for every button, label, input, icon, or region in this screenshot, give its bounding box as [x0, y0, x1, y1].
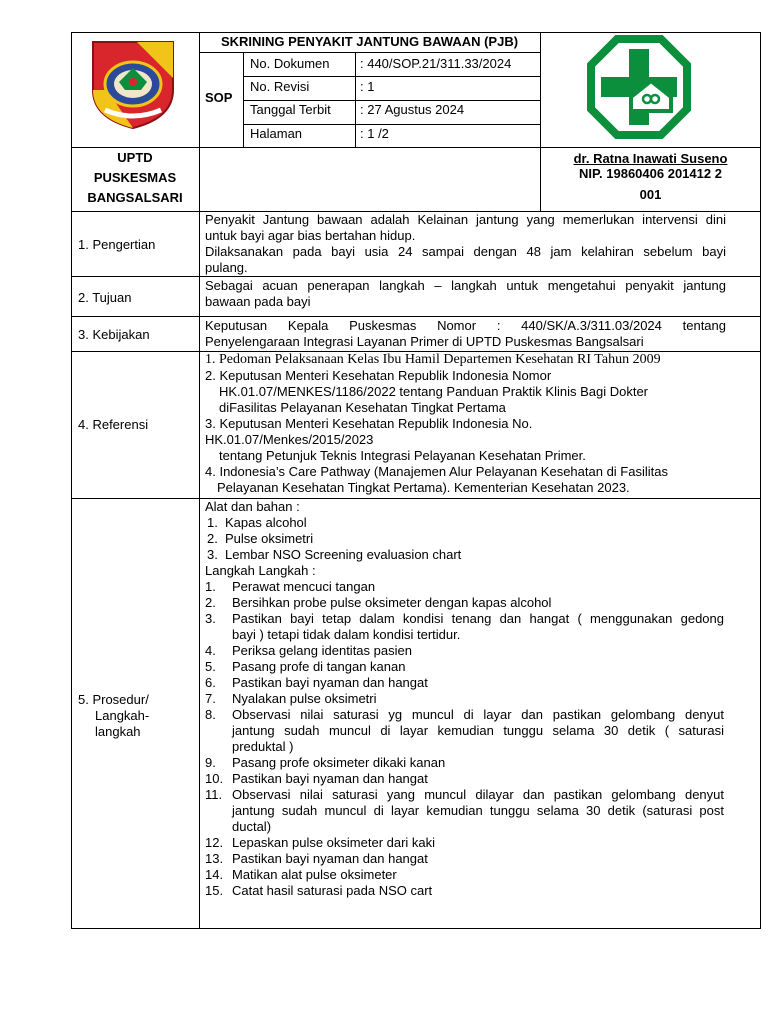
meta-value-no-revisi: : 1: [360, 79, 375, 94]
step-number: 13.: [205, 851, 224, 866]
alat-item-text: Lembar NSO Screening evaluasion chart: [225, 547, 462, 562]
step-text: Observasi nilai saturasi yg muncul di layar dan pastikan gelombang denyut: [232, 707, 724, 722]
step-item: [205, 787, 726, 803]
step-text: jantung sudah muncul di layar kemudian tunggu selama 30 detik ( saturasi: [232, 723, 724, 738]
referensi-line: 1. Pedoman Pelaksanaan Kelas Ibu Hamil Departemen Kesehatan RI Tahun 2009: [205, 352, 661, 367]
step-text: Matikan alat pulse oksimeter: [232, 867, 397, 882]
label-referensi: 4. Referensi: [78, 417, 149, 432]
step-item: [205, 867, 726, 883]
step-item: [205, 611, 726, 627]
step-number: 7.: [205, 691, 216, 706]
document-title: SKRINING PENYAKIT JANTUNG BAWAAN (PJB): [220, 34, 519, 49]
step-item: [205, 579, 726, 595]
referensi-line: 3. Keputusan Menteri Kesehatan Republik Indonesia No.: [205, 416, 533, 431]
step-text: jantung sudah muncul di layar kemudian tunggu selama 30 detik (saturasi post: [232, 803, 724, 818]
label-prosedur-line: 5. Prosedur/: [78, 692, 149, 707]
step-item: [205, 643, 726, 659]
label-tujuan: 2. Tujuan: [78, 290, 132, 305]
meta-row-line-3: [243, 124, 540, 125]
langkah-heading: Langkah Langkah :: [205, 563, 316, 578]
col-divider-right: [540, 32, 541, 212]
alat-item-number: 1.: [207, 515, 218, 530]
section-divider-2: [71, 276, 761, 277]
step-item: [205, 883, 726, 899]
puskesmas-logo-icon: [587, 35, 691, 139]
step-item: [205, 771, 726, 787]
label-prosedur: [78, 692, 149, 740]
meta-label-tanggal-terbit: Tanggal Terbit: [250, 102, 331, 117]
referensi-line: Pelayanan Kesehatan Tingkat Pertama). Kementerian Kesehatan 2023.: [217, 480, 630, 495]
pengertian-line: Penyakit Jantung bawaan adalah Kelainan jantung yang memerlukan intervensi dini: [205, 212, 726, 227]
alat-item-text: Pulse oksimetri: [225, 531, 314, 546]
step-text: Pasang profe oksimeter dikaki kanan: [232, 755, 446, 770]
step-number: 4.: [205, 643, 216, 658]
step-text: Pastikan bayi nyaman dan hangat: [232, 851, 428, 866]
title-underline: [199, 52, 540, 53]
meta-row-line-1: [243, 76, 540, 77]
step-number: 1.: [205, 579, 216, 594]
step-number: 2.: [205, 595, 216, 610]
meta-row-line-2: [243, 100, 540, 101]
referensi-line: 2. Keputusan Menteri Kesehatan Republik Indonesia Nomor: [205, 368, 552, 383]
referensi-line: tentang Petunjuk Teknis Integrasi Pelayanan Kesehatan Primer.: [219, 448, 586, 463]
alat-item-text: Kapas alcohol: [225, 515, 307, 530]
step-number: 11.: [205, 787, 223, 802]
label-kebijakan: 3. Kebijakan: [78, 327, 150, 342]
org-line-uptd: UPTD: [117, 150, 153, 165]
alat-list: [205, 515, 726, 563]
section-divider-3: [71, 316, 761, 317]
kebijakan-line: Penyelengaraan Integrasi Layanan Primer di UPTD Puskesmas Bangsalsari: [205, 334, 644, 349]
alat-item: [205, 547, 726, 563]
step-item: [205, 739, 726, 755]
step-item: [205, 723, 726, 739]
meta-label-no-dokumen: No. Dokumen: [250, 56, 330, 71]
label-prosedur-line: Langkah-: [95, 708, 150, 723]
step-item: [205, 675, 726, 691]
pengertian-line: pulang.: [205, 260, 248, 275]
meta-label-no-revisi: No. Revisi: [250, 79, 310, 94]
tujuan-line: bawaan pada bayi: [205, 294, 311, 309]
meta-value-no-dokumen: : 440/SOP.21/311.33/2024: [360, 56, 512, 71]
meta-value-tanggal-terbit: : 27 Agustus 2024: [360, 102, 465, 117]
signatory-name: dr. Ratna Inawati Suseno: [573, 151, 728, 166]
tujuan-line: Sebagai acuan penerapan langkah – langkah untuk mengetahui penyakit jantung: [205, 278, 726, 293]
content-prosedur: [205, 499, 726, 899]
content-kebijakan: [205, 318, 726, 350]
step-text: Perawat mencuci tangan: [232, 579, 376, 594]
referensi-line: HK.01.07/MENKES/1186/2022 tentang Panduan Praktik Klinis Bagi Dokter: [219, 384, 649, 399]
step-number: 6.: [205, 675, 216, 690]
step-text: Lepaskan pulse oksimeter dari kaki: [232, 835, 436, 850]
step-number: 12.: [205, 835, 224, 850]
signatory-nip-cont: 001: [639, 187, 662, 202]
step-item: [205, 835, 726, 851]
meta-label-halaman: Halaman: [250, 126, 303, 141]
col-divider-left: [199, 32, 200, 929]
step-item: [205, 691, 726, 707]
content-pengertian: [205, 212, 726, 276]
label-pengertian: 1. Pengertian: [78, 237, 156, 252]
label-prosedur-line: langkah: [95, 724, 141, 739]
referensi-line: diFasilitas Pelayanan Kesehatan Tingkat Pertama: [219, 400, 506, 415]
step-item: [205, 851, 726, 867]
step-text: bayi ) tetapi tidak dalam kondisi tertidur.: [232, 627, 461, 642]
step-number: 9.: [205, 755, 216, 770]
step-item: [205, 595, 726, 611]
alat-item-number: 3.: [207, 547, 218, 562]
step-text: Nyalakan pulse oksimetri: [232, 691, 377, 706]
step-text: Periksa gelang identitas pasien: [232, 643, 412, 658]
alat-item: [205, 515, 726, 531]
step-text: Bersihkan probe pulse oksimeter dengan kapas alcohol: [232, 595, 552, 610]
step-number: 5.: [205, 659, 216, 674]
step-item: [205, 659, 726, 675]
step-number: 10.: [205, 771, 224, 786]
step-item: [205, 819, 726, 835]
step-text: Pastikan bayi nyaman dan hangat: [232, 675, 428, 690]
kebijakan-line: Keputusan Kepala Puskesmas Nomor : 440/SK/A.3/311.03/2024 tentang: [205, 318, 726, 333]
regency-logo-icon: [89, 38, 177, 130]
step-text: preduktal ): [232, 739, 294, 754]
content-tujuan: [205, 278, 726, 310]
step-text: Pastikan bayi tetap dalam kondisi tenang dan hangat ( menggunakan gedong: [232, 611, 724, 626]
pengertian-line: Dilaksanakan pada bayi usia 24 sampai dengan 48 jam kelahiran sebelum bayi: [205, 244, 726, 259]
step-text: Pasang profe di tangan kanan: [232, 659, 406, 674]
referensi-line: HK.01.07/Menkes/2015/2023: [205, 432, 374, 447]
step-text: ductal): [232, 819, 272, 834]
org-line-puskesmas: PUSKESMAS: [93, 170, 177, 185]
sop-label: SOP: [205, 90, 233, 105]
alat-item: [205, 531, 726, 547]
signatory-nip: NIP. 19860406 201412 2: [579, 166, 722, 181]
step-item: [205, 707, 726, 723]
header-divider: [71, 147, 761, 148]
referensi-line: 4. Indonesia’s Care Pathway (Manajemen Alur Pelayanan Kesehatan di Fasilitas: [205, 464, 668, 479]
step-text: Observasi nilai saturasi yang muncul dilayar dan pastikan gelombang denyut: [232, 787, 724, 802]
pengertian-line: untuk bayi agar bias bertahan hidup.: [205, 228, 416, 243]
step-number: 15.: [205, 883, 224, 898]
step-number: 3.: [205, 611, 216, 626]
alat-item-number: 2.: [207, 531, 218, 546]
meta-value-halaman: : 1 /2: [360, 126, 389, 141]
content-referensi: [205, 352, 726, 496]
step-text: Pastikan bayi nyaman dan hangat: [232, 771, 428, 786]
step-item: [205, 803, 726, 819]
step-item: [205, 755, 726, 771]
step-text: Catat hasil saturasi pada NSO cart: [232, 883, 433, 898]
org-line-bangsalsari: BANGSALSARI: [87, 190, 183, 205]
steps-list: [205, 579, 726, 899]
step-item: [205, 627, 726, 643]
alat-heading: Alat dan bahan :: [205, 499, 300, 514]
step-number: 8.: [205, 707, 216, 722]
step-number: 14.: [205, 867, 224, 882]
